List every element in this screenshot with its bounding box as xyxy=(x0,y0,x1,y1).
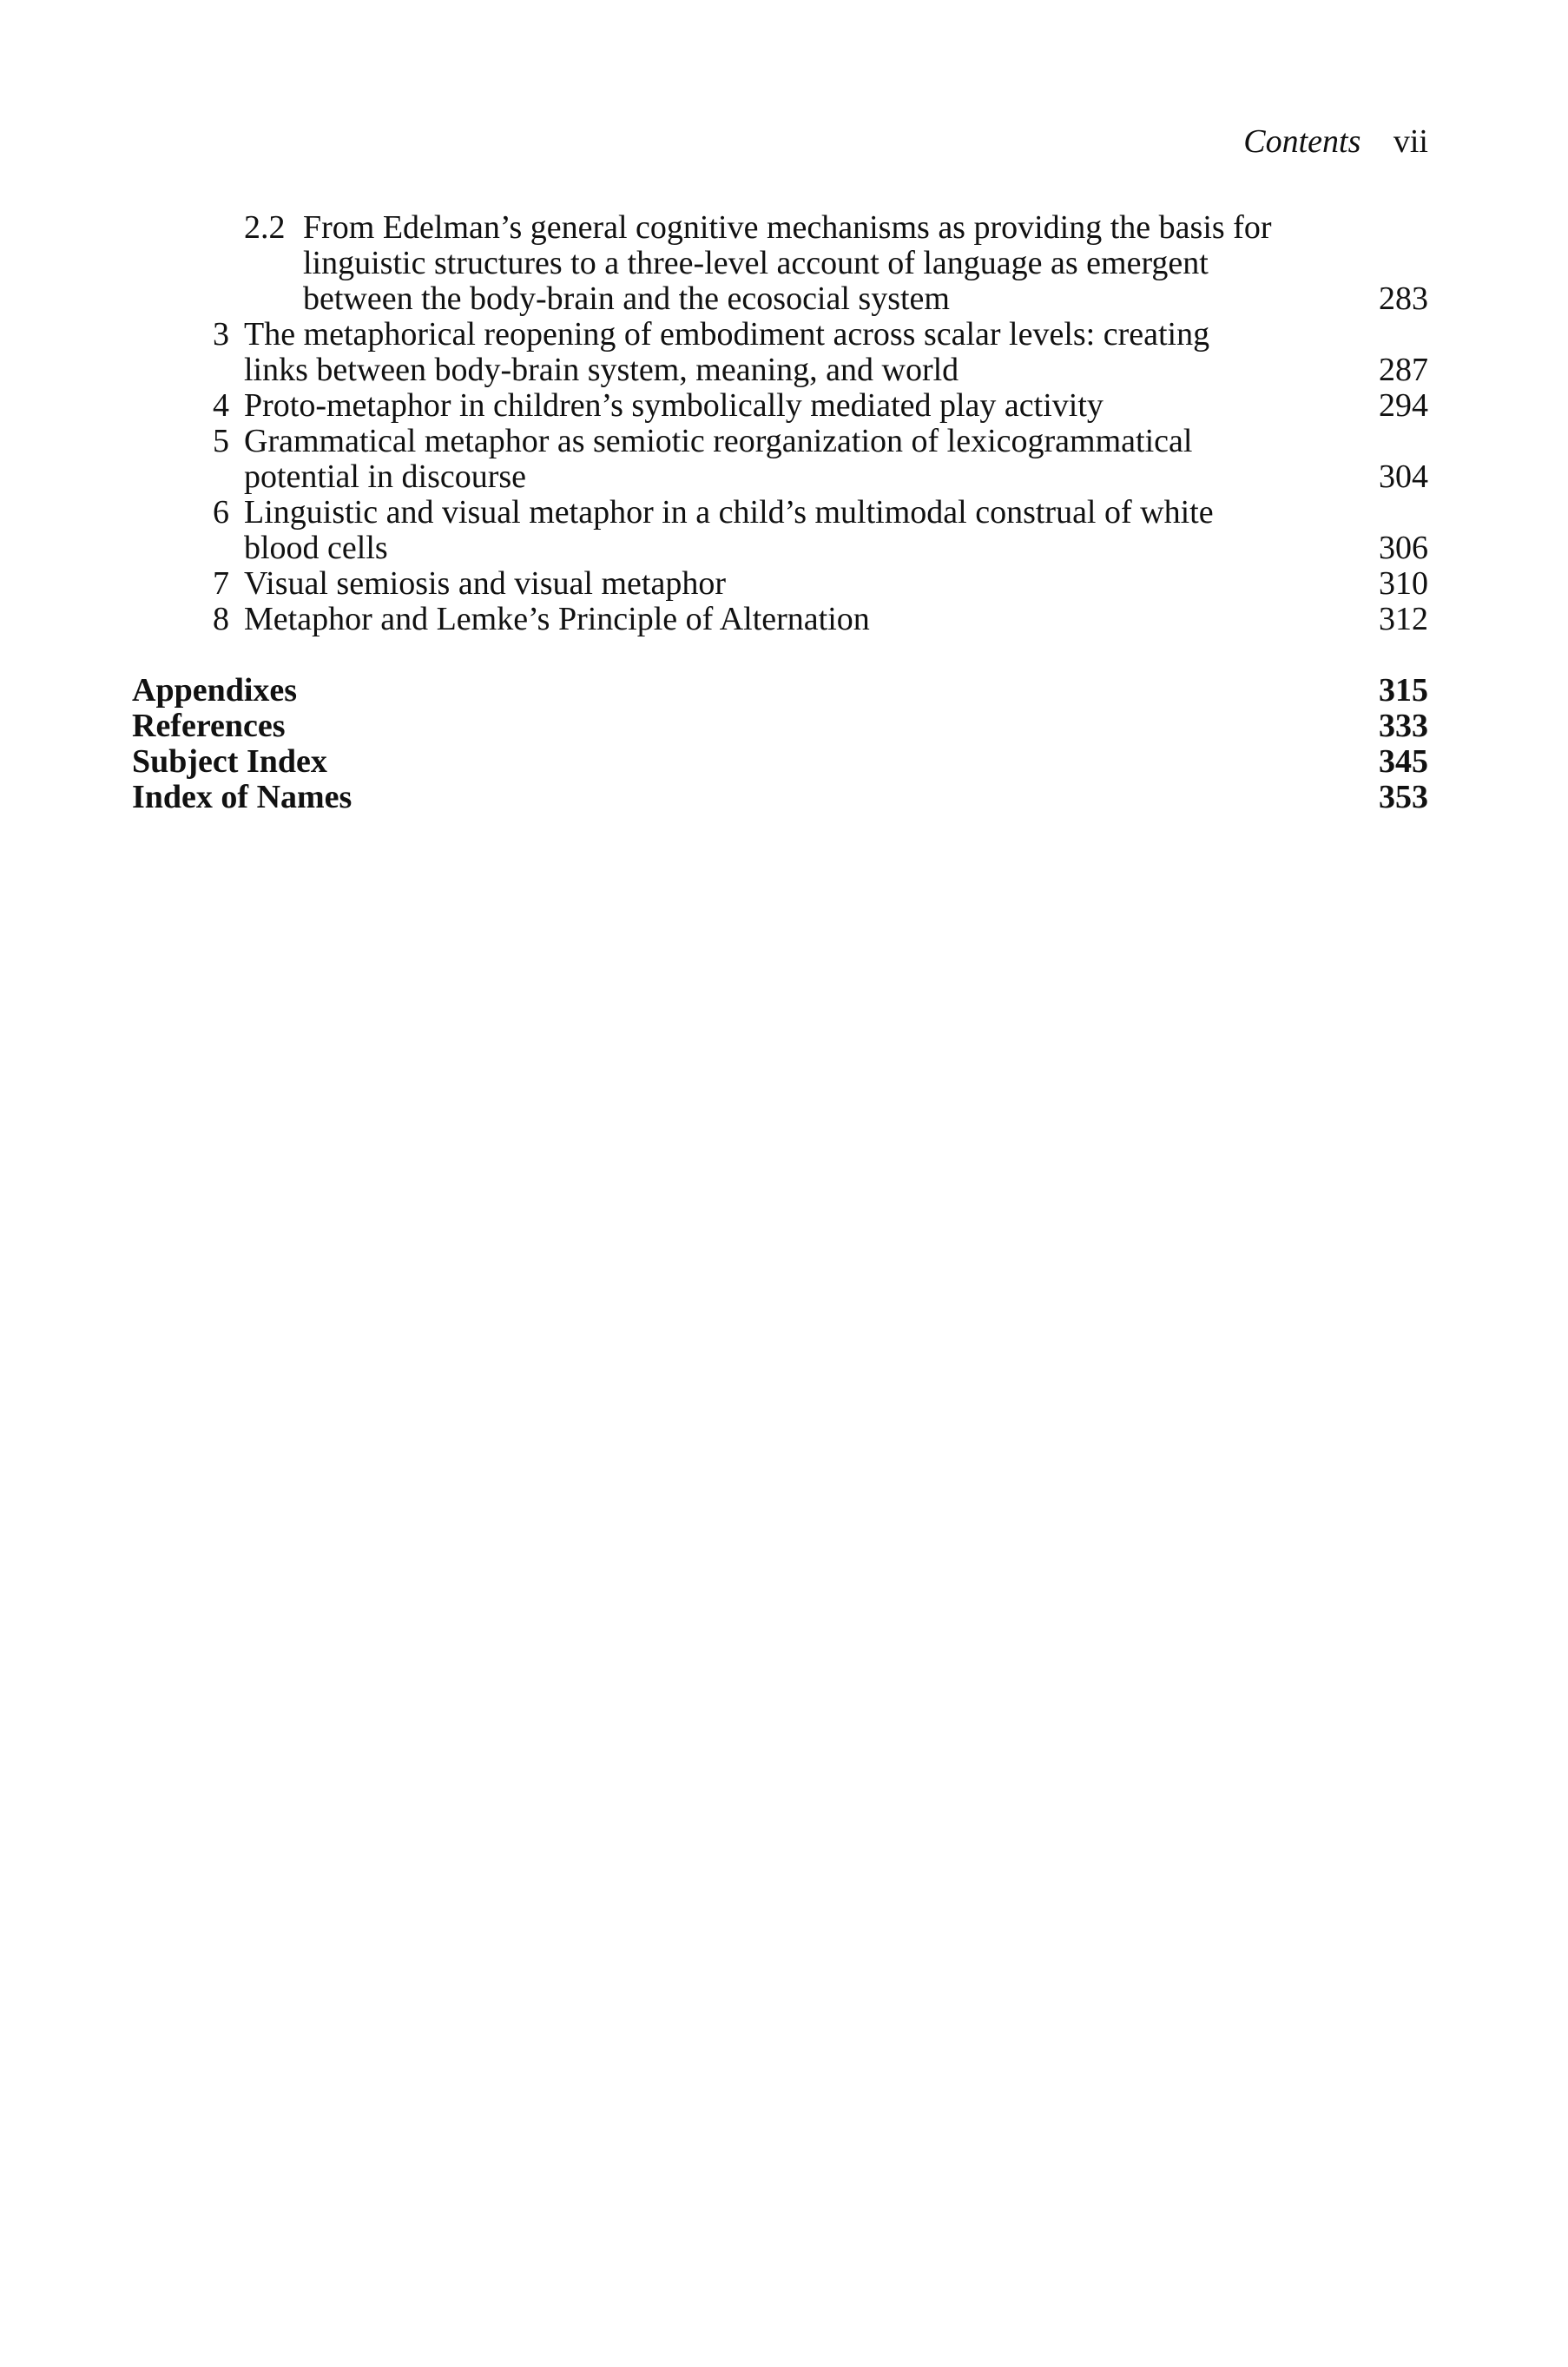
page-number: vii xyxy=(1393,123,1428,160)
toc-entry-title-line: Metaphor and Lemke’s Principle of Alternation xyxy=(244,601,870,637)
toc-entry-subject-index xyxy=(132,744,1428,780)
toc-entry-title-line: From Edelman’s general cognitive mechanisms as providing the basis for xyxy=(303,209,1272,246)
toc-entry-page: 312 xyxy=(1379,601,1428,637)
toc-entry-title-line: Proto-metaphor in children’s symbolically mediated play activity xyxy=(244,387,1104,424)
toc-entry-title-line: potential in discourse xyxy=(244,458,527,495)
toc-entry-title: References xyxy=(132,708,286,744)
toc-entry-page: 287 xyxy=(1379,352,1428,388)
toc-entry-title xyxy=(244,566,1428,602)
toc-entry-8 xyxy=(132,602,1428,637)
table-of-contents xyxy=(132,210,1428,815)
toc-entry-page: 345 xyxy=(1379,743,1428,780)
toc-entry-appendixes xyxy=(132,673,1428,709)
toc-entry-title-line: Linguistic and visual metaphor in a child’s multimodal construal of white xyxy=(244,494,1214,531)
back-matter-list xyxy=(132,673,1428,815)
toc-entry-title: Appendixes xyxy=(132,672,298,709)
toc-entry-title xyxy=(244,495,1428,566)
toc-entry-3 xyxy=(132,317,1428,388)
toc-entry-title-line: links between body-brain system, meaning, and world xyxy=(244,352,959,388)
toc-entry-page: 306 xyxy=(1379,530,1428,566)
running-head xyxy=(1243,122,1428,162)
toc-entry-title xyxy=(244,602,1428,637)
toc-entry-number: 6 xyxy=(213,494,229,531)
running-head-title: Contents xyxy=(1243,123,1361,160)
toc-entry-number: 2.2 xyxy=(244,209,286,246)
toc-entry-title-line: linguistic structures to a three-level account of language as emergent xyxy=(303,245,1209,281)
toc-entry-4 xyxy=(132,388,1428,424)
toc-entry-number: 4 xyxy=(213,387,229,424)
toc-entry-7 xyxy=(132,566,1428,602)
toc-entry-title: Subject Index xyxy=(132,743,327,780)
toc-entry-title-line: Grammatical metaphor as semiotic reorganization of lexicogrammatical xyxy=(244,423,1193,459)
toc-entry-title-line: blood cells xyxy=(244,530,388,566)
toc-entry-number: 3 xyxy=(213,316,229,353)
toc-entry-number: 7 xyxy=(213,565,229,602)
toc-entry-page: 333 xyxy=(1379,708,1428,744)
toc-entry-title-line: between the body-brain and the ecosocial system xyxy=(303,280,950,317)
toc-entry-2-2 xyxy=(132,210,1428,317)
toc-entry-page: 310 xyxy=(1379,565,1428,602)
toc-entry-index-of-names xyxy=(132,780,1428,815)
toc-entry-6 xyxy=(132,495,1428,566)
toc-entry-page: 353 xyxy=(1379,779,1428,815)
toc-entry-page: 283 xyxy=(1379,280,1428,317)
toc-entry-number: 8 xyxy=(213,601,229,637)
toc-entry-title xyxy=(244,424,1428,495)
toc-entry-5 xyxy=(132,424,1428,495)
toc-entry-title-line: The metaphorical reopening of embodiment across scalar levels: creating xyxy=(244,316,1210,353)
toc-entry-title-line: Visual semiosis and visual metaphor xyxy=(244,565,726,602)
toc-entry-page: 304 xyxy=(1379,458,1428,495)
toc-entry-number: 5 xyxy=(213,423,229,459)
toc-entry-page: 315 xyxy=(1379,672,1428,709)
toc-entry-page: 294 xyxy=(1379,387,1428,424)
toc-entry-title xyxy=(244,317,1428,388)
toc-entry-references xyxy=(132,709,1428,744)
toc-entry-title: Index of Names xyxy=(132,779,352,815)
toc-entry-title xyxy=(303,210,1428,317)
toc-entry-title xyxy=(244,388,1428,424)
